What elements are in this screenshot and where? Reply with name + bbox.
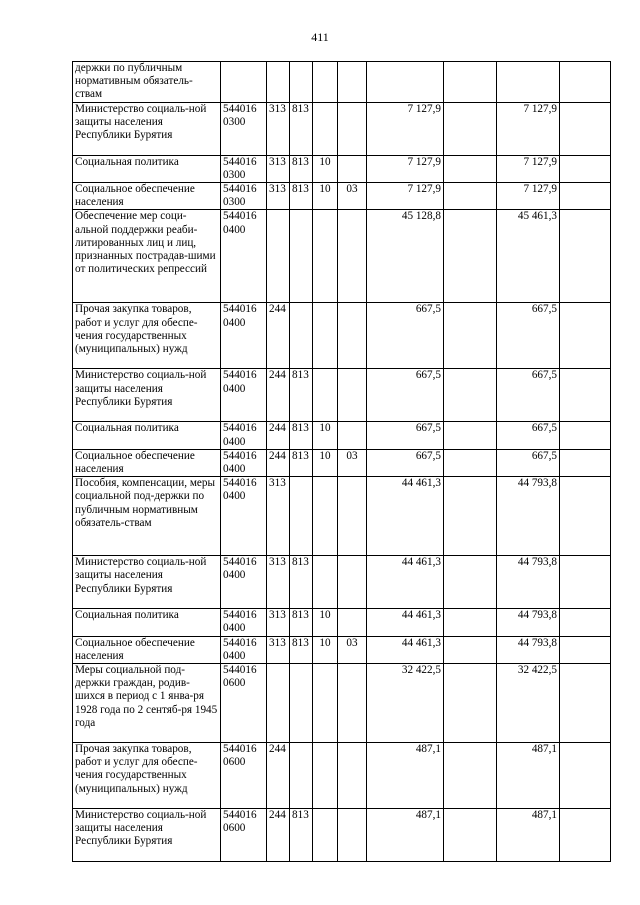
expense-type-cell	[267, 62, 290, 103]
empty-cell	[444, 636, 497, 663]
administrator-code-cell	[290, 62, 313, 103]
section-cell: 10	[313, 609, 338, 636]
administrator-code-cell: 813	[290, 183, 313, 210]
empty-cell	[444, 556, 497, 609]
empty-cell	[444, 809, 497, 862]
target-article-cell: 544016 0300	[221, 183, 267, 210]
item-name-cell: Министерство социаль-ной защиты населения Республики Бурятия	[73, 369, 221, 422]
target-article-cell: 544016 0400	[221, 303, 267, 369]
amount-year-1-cell	[367, 62, 444, 103]
empty-cell	[560, 664, 611, 743]
empty-cell	[560, 155, 611, 182]
item-name-cell: Социальное обеспечение населения	[73, 449, 221, 476]
table-row	[73, 664, 611, 743]
section-cell	[313, 809, 338, 862]
table-row	[73, 809, 611, 862]
administrator-code-cell: 813	[290, 102, 313, 155]
item-name-cell: Министерство социаль-ной защиты населения Республики Бурятия	[73, 102, 221, 155]
subsection-cell	[338, 210, 367, 303]
amount-year-2-cell: 44 793,8	[497, 609, 560, 636]
empty-cell	[444, 422, 497, 449]
section-cell: 10	[313, 636, 338, 663]
amount-year-1-cell: 44 461,3	[367, 477, 444, 556]
administrator-code-cell: 813	[290, 449, 313, 476]
expense-type-cell: 313	[267, 183, 290, 210]
subsection-cell: 03	[338, 636, 367, 663]
amount-year-2-cell: 44 793,8	[497, 556, 560, 609]
table-row	[73, 477, 611, 556]
amount-year-1-cell: 44 461,3	[367, 636, 444, 663]
target-article-cell: 544016 0600	[221, 743, 267, 809]
amount-year-1-cell: 45 128,8	[367, 210, 444, 303]
amount-year-1-cell: 7 127,9	[367, 183, 444, 210]
item-name-cell: держки по публичным нормативным обязатель-ствам	[73, 62, 221, 103]
amount-year-2-cell: 44 793,8	[497, 636, 560, 663]
administrator-code-cell	[290, 743, 313, 809]
subsection-cell: 03	[338, 449, 367, 476]
subsection-cell	[338, 556, 367, 609]
administrator-code-cell: 813	[290, 556, 313, 609]
expense-type-cell: 244	[267, 422, 290, 449]
item-name-cell: Пособия, компенсации, меры социальной под-держки по публичным нормативным обязатель-ствам	[73, 477, 221, 556]
empty-cell	[560, 303, 611, 369]
amount-year-2-cell: 667,5	[497, 303, 560, 369]
item-name-cell: Министерство социаль-ной защиты населения Республики Бурятия	[73, 556, 221, 609]
section-cell	[313, 743, 338, 809]
subsection-cell	[338, 609, 367, 636]
table-row	[73, 62, 611, 103]
section-cell: 10	[313, 422, 338, 449]
amount-year-1-cell: 44 461,3	[367, 609, 444, 636]
amount-year-2-cell: 7 127,9	[497, 102, 560, 155]
administrator-code-cell	[290, 664, 313, 743]
subsection-cell	[338, 369, 367, 422]
amount-year-1-cell: 667,5	[367, 303, 444, 369]
administrator-code-cell: 813	[290, 636, 313, 663]
empty-cell	[444, 155, 497, 182]
subsection-cell	[338, 809, 367, 862]
amount-year-2-cell	[497, 62, 560, 103]
empty-cell	[444, 369, 497, 422]
administrator-code-cell: 813	[290, 422, 313, 449]
amount-year-2-cell: 667,5	[497, 449, 560, 476]
target-article-cell: 544016 0400	[221, 609, 267, 636]
amount-year-1-cell: 7 127,9	[367, 102, 444, 155]
amount-year-1-cell: 667,5	[367, 369, 444, 422]
administrator-code-cell: 813	[290, 155, 313, 182]
table-row	[73, 183, 611, 210]
amount-year-2-cell: 487,1	[497, 809, 560, 862]
table-row	[73, 636, 611, 663]
target-article-cell: 544016 0400	[221, 422, 267, 449]
empty-cell	[444, 303, 497, 369]
item-name-cell: Обеспечение мер соци-альной поддержки реаби-литированных лиц и лиц, признанных пострадав-шими от политических репрессий	[73, 210, 221, 303]
target-article-cell: 544016 0400	[221, 210, 267, 303]
empty-cell	[444, 609, 497, 636]
subsection-cell	[338, 62, 367, 103]
item-name-cell: Меры социальной под-держки граждан, родив-шихся в период с 1 янва-ря 1928 года по 2 сентяб-ря 1945 года	[73, 664, 221, 743]
table-row	[73, 556, 611, 609]
amount-year-1-cell: 487,1	[367, 743, 444, 809]
amount-year-1-cell: 32 422,5	[367, 664, 444, 743]
amount-year-2-cell: 45 461,3	[497, 210, 560, 303]
target-article-cell	[221, 62, 267, 103]
page-number: 411	[311, 30, 329, 44]
section-cell	[313, 477, 338, 556]
administrator-code-cell	[290, 210, 313, 303]
table-body	[73, 62, 611, 862]
empty-cell	[560, 210, 611, 303]
amount-year-2-cell: 667,5	[497, 369, 560, 422]
subsection-cell	[338, 303, 367, 369]
administrator-code-cell: 813	[290, 369, 313, 422]
expense-type-cell	[267, 210, 290, 303]
amount-year-2-cell: 44 793,8	[497, 477, 560, 556]
empty-cell	[444, 477, 497, 556]
subsection-cell	[338, 743, 367, 809]
table-row	[73, 369, 611, 422]
item-name-cell: Социальное обеспечение населения	[73, 636, 221, 663]
amount-year-2-cell: 7 127,9	[497, 183, 560, 210]
subsection-cell	[338, 102, 367, 155]
section-cell: 10	[313, 183, 338, 210]
table-row	[73, 609, 611, 636]
expense-type-cell: 313	[267, 477, 290, 556]
empty-cell	[444, 183, 497, 210]
empty-cell	[560, 449, 611, 476]
empty-cell	[444, 743, 497, 809]
target-article-cell: 544016 0400	[221, 477, 267, 556]
empty-cell	[560, 556, 611, 609]
administrator-code-cell	[290, 477, 313, 556]
amount-year-2-cell: 32 422,5	[497, 664, 560, 743]
empty-cell	[560, 743, 611, 809]
target-article-cell: 544016 0600	[221, 664, 267, 743]
table-row	[73, 102, 611, 155]
empty-cell	[560, 183, 611, 210]
subsection-cell	[338, 155, 367, 182]
administrator-code-cell	[290, 303, 313, 369]
table-row	[73, 155, 611, 182]
empty-cell	[444, 102, 497, 155]
section-cell	[313, 664, 338, 743]
amount-year-1-cell: 487,1	[367, 809, 444, 862]
empty-cell	[560, 477, 611, 556]
amount-year-2-cell: 487,1	[497, 743, 560, 809]
item-name-cell: Социальное обеспечение населения	[73, 183, 221, 210]
table-row	[73, 422, 611, 449]
expense-type-cell: 244	[267, 809, 290, 862]
section-cell	[313, 369, 338, 422]
empty-cell	[444, 62, 497, 103]
target-article-cell: 544016 0400	[221, 369, 267, 422]
administrator-code-cell: 813	[290, 609, 313, 636]
empty-cell	[560, 609, 611, 636]
target-article-cell: 544016 0300	[221, 155, 267, 182]
expense-type-cell: 313	[267, 556, 290, 609]
amount-year-1-cell: 667,5	[367, 449, 444, 476]
amount-year-1-cell: 44 461,3	[367, 556, 444, 609]
empty-cell	[560, 102, 611, 155]
table-row	[73, 303, 611, 369]
section-cell	[313, 210, 338, 303]
section-cell	[313, 62, 338, 103]
empty-cell	[560, 809, 611, 862]
item-name-cell: Прочая закупка товаров, работ и услуг для обеспе-чения государственных (муниципальных) нужд	[73, 743, 221, 809]
amount-year-2-cell: 667,5	[497, 422, 560, 449]
administrator-code-cell: 813	[290, 809, 313, 862]
item-name-cell: Социальная политика	[73, 155, 221, 182]
expense-type-cell: 313	[267, 102, 290, 155]
expense-type-cell: 313	[267, 609, 290, 636]
item-name-cell: Министерство социаль-ной защиты населения Республики Бурятия	[73, 809, 221, 862]
empty-cell	[560, 636, 611, 663]
table-row	[73, 210, 611, 303]
empty-cell	[560, 422, 611, 449]
expense-type-cell: 244	[267, 369, 290, 422]
expense-type-cell: 244	[267, 303, 290, 369]
section-cell	[313, 303, 338, 369]
target-article-cell: 544016 0600	[221, 809, 267, 862]
target-article-cell: 544016 0400	[221, 636, 267, 663]
amount-year-1-cell: 7 127,9	[367, 155, 444, 182]
expense-type-cell: 244	[267, 449, 290, 476]
expense-type-cell: 244	[267, 743, 290, 809]
subsection-cell: 03	[338, 183, 367, 210]
expense-type-cell: 313	[267, 636, 290, 663]
table-row	[73, 743, 611, 809]
item-name-cell: Прочая закупка товаров, работ и услуг для обеспе-чения государственных (муниципальных) нужд	[73, 303, 221, 369]
amount-year-1-cell: 667,5	[367, 422, 444, 449]
section-cell: 10	[313, 449, 338, 476]
empty-cell	[560, 62, 611, 103]
target-article-cell: 544016 0400	[221, 556, 267, 609]
table-row	[73, 449, 611, 476]
amount-year-2-cell: 7 127,9	[497, 155, 560, 182]
target-article-cell: 544016 0300	[221, 102, 267, 155]
section-cell	[313, 102, 338, 155]
item-name-cell: Социальная политика	[73, 609, 221, 636]
subsection-cell	[338, 422, 367, 449]
empty-cell	[444, 449, 497, 476]
item-name-cell: Социальная политика	[73, 422, 221, 449]
empty-cell	[444, 210, 497, 303]
subsection-cell	[338, 477, 367, 556]
expense-type-cell: 313	[267, 155, 290, 182]
section-cell: 10	[313, 155, 338, 182]
empty-cell	[560, 369, 611, 422]
subsection-cell	[338, 664, 367, 743]
target-article-cell: 544016 0400	[221, 449, 267, 476]
expense-type-cell	[267, 664, 290, 743]
empty-cell	[444, 664, 497, 743]
section-cell	[313, 556, 338, 609]
budget-table	[72, 61, 611, 862]
